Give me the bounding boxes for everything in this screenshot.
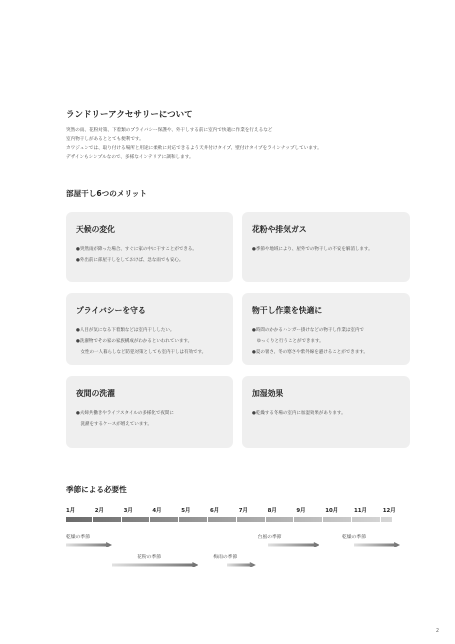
merit-card-pollen: [242, 212, 410, 282]
month-label: 7月: [238, 508, 248, 514]
season-arrow: [268, 542, 320, 547]
section-title-seasonal-need: 季節による必要性: [66, 485, 127, 494]
timeline-bar: [66, 517, 392, 522]
month-label: 6月: [210, 508, 220, 514]
merit-card-line: ●突然雨が降った場合、すぐに家の中に干すことができる。: [76, 247, 197, 252]
merit-card-title: 加湿効果: [252, 389, 284, 398]
month-label: 10月: [325, 508, 339, 514]
timeline-tick: [236, 517, 237, 522]
merit-card-line: ●洗濯物でその家の家族構成がわかるといわれています。: [76, 339, 193, 344]
merit-card-line: ●夫婦共働きやライフスタイルの多様化で夜間に: [76, 411, 174, 416]
season-arrow: [354, 542, 400, 547]
month-label: 11月: [354, 508, 367, 514]
timeline-tick: [121, 517, 122, 522]
season-label: 乾燥の季節: [342, 535, 366, 540]
season-label: 乾燥の季節: [66, 535, 90, 540]
month-label: 12月: [382, 508, 396, 514]
merit-card-comfort: [242, 293, 410, 365]
timeline-tick: [178, 517, 179, 522]
month-label: 9月: [296, 508, 306, 514]
merit-card-title: 夜間の洗濯: [76, 389, 115, 398]
intro-paragraph: [66, 126, 406, 162]
month-label: 3月: [123, 508, 133, 514]
merit-card-title: 物干し作業を快適に: [252, 306, 323, 315]
intro-line: デザインもシンプルなので、多様なインテリアに調和します。: [66, 155, 194, 160]
month-label: 2月: [94, 508, 104, 514]
season-arrow: [227, 562, 256, 567]
merit-card-night-laundry: [66, 376, 233, 448]
merit-card-privacy: [66, 293, 233, 365]
merit-card-line: ●季節や地域により、屋外での物干しの不安を解消します。: [252, 247, 373, 252]
timeline-tick: [351, 517, 352, 522]
season-label: 花粉の季節: [137, 555, 162, 560]
merit-card-line: 女性の一人暮らしなど防犯対策としても室内干しは有効です。: [76, 350, 207, 355]
intro-line: カワジュンでは、取り付ける場所と用途に柔軟に対応できるよう天井付けタイプ、壁付けタイプをラインナップしています。: [66, 146, 322, 151]
timeline-tick: [92, 517, 93, 522]
merit-card-title: プライバシーを守る: [76, 306, 146, 315]
intro-line: 突然の雨、花粉対策、下着類のプライバシー保護や、外干しする前に室内で快適に作業を行えるなど: [66, 128, 273, 133]
merit-card-line: ●乾燥する冬場の室内に加湿効果があります。: [252, 411, 346, 416]
season-label: 梅雨の季節: [213, 555, 238, 560]
month-label: 4月: [152, 508, 162, 514]
timeline-tick: [322, 517, 323, 522]
season-arrow: [66, 542, 112, 547]
section-title-laundry-accessories: ランドリーアクセサリーについて: [66, 110, 193, 120]
month-label: 1月: [66, 508, 76, 514]
merit-card-line: ゆっくりと行うことができます。: [252, 339, 324, 344]
page-number: 2: [435, 628, 439, 634]
merit-card-humidifying: [242, 376, 410, 448]
timeline-tick: [149, 517, 150, 522]
season-arrow: [112, 562, 198, 567]
month-label: 8月: [267, 508, 277, 514]
merit-card-line: 洗濯をするケースが増えています。: [76, 422, 152, 427]
merit-card-weather: [66, 212, 233, 282]
season-label: 台風の季節: [257, 535, 282, 540]
timeline-tick: [380, 517, 381, 522]
month-label: 5月: [181, 508, 191, 514]
timeline-tick: [293, 517, 294, 522]
merit-card-line: ●夏の暑さ、冬の寒さや紫外線を避けることができます。: [252, 350, 368, 355]
timeline-tick: [265, 517, 266, 522]
section-title-merits: 部屋干し6つのメリット: [66, 189, 147, 198]
merit-card-line: ●時間のかかるハンガー掛けなどの物干し作業は室内で: [252, 328, 364, 333]
merit-card-line: ●人目が気になる下着類などは室内干ししたい。: [76, 328, 175, 333]
timeline-tick: [207, 517, 208, 522]
merit-card-title: 花粉や排気ガス: [252, 225, 307, 234]
merit-card-title: 天候の変化: [76, 225, 115, 234]
merit-card-line: ●外出前に部屋干しをしておけば、急な雨でも安心。: [76, 258, 184, 263]
intro-line: 室内物干しがあるととても便利です。: [66, 137, 144, 142]
